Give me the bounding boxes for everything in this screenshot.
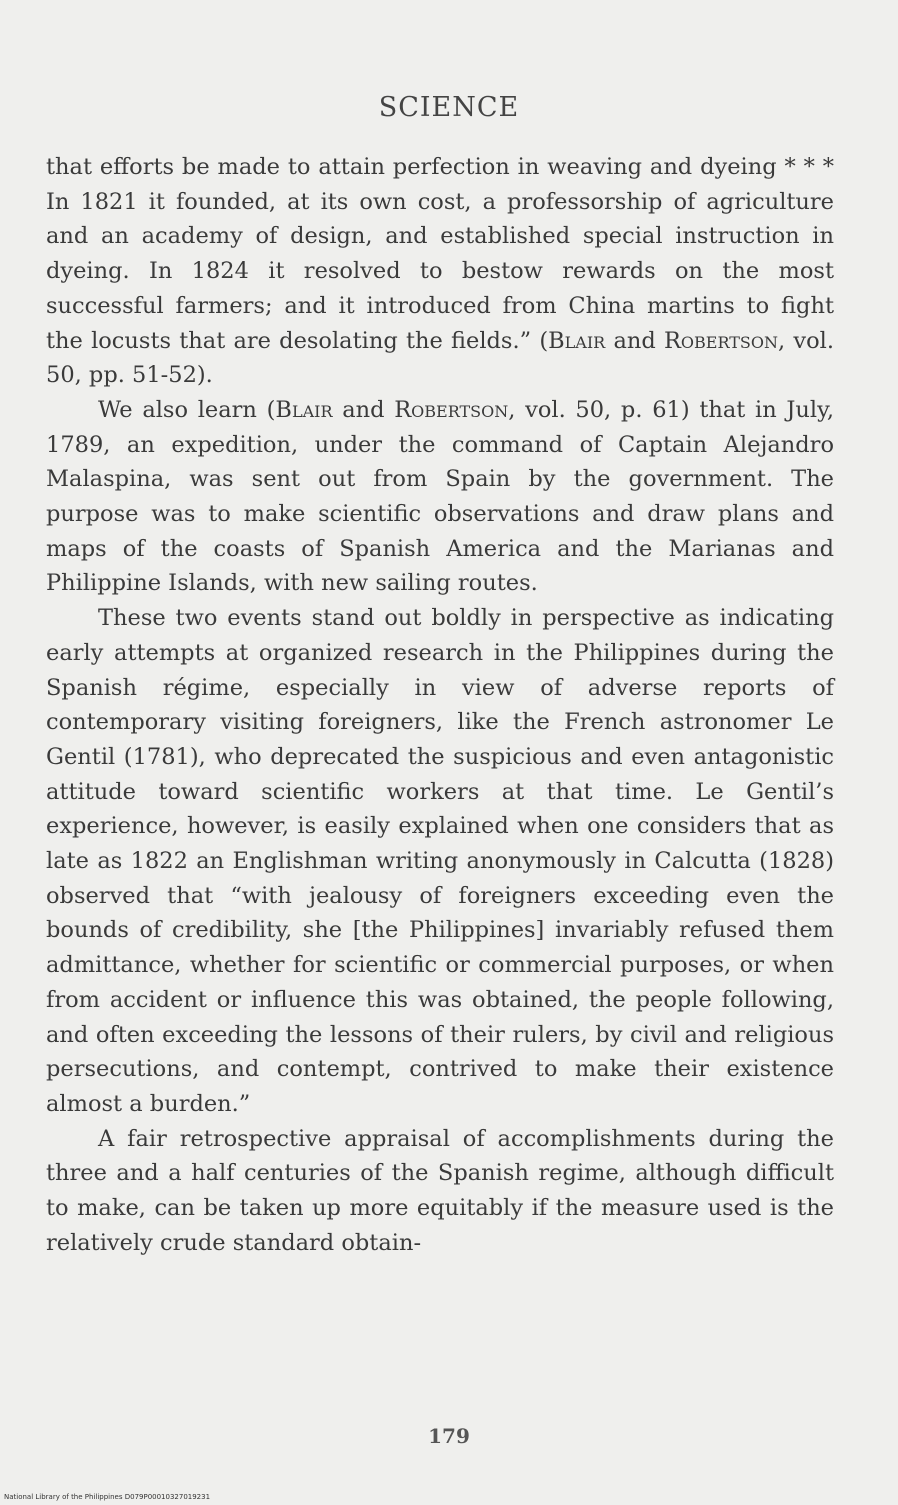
author-name-blair: Blair xyxy=(548,327,606,354)
paragraph-2-text-a: We also learn ( xyxy=(98,396,276,423)
paragraph-1-text-a: that efforts be made to attain perfection in weaving and dyeing * * * In 1821 it founded, at its own cost, a professorship of agriculture and an academy of design, and established special instruction in dyeing. In 1824 it resolved to bestow rewards on the most successful farmers; and it introduced from China martins to fight the locusts that are desolating the fields.” ( xyxy=(46,154,834,354)
author-name-robertson: Robertson xyxy=(663,327,778,354)
running-head: SCIENCE xyxy=(378,92,520,123)
author-name-blair: Blair xyxy=(275,396,333,423)
page-number: 179 xyxy=(428,1424,470,1448)
paragraph-1-text-b: and xyxy=(605,327,664,354)
paragraph-1-text-c: , vol. 50, pp. 51-52). xyxy=(46,327,834,389)
paragraph-1 xyxy=(46,150,834,393)
body-text xyxy=(46,150,834,1261)
paragraph-4: A fair retrospective appraisal of accomplishments during the three and a half centuries of the Spanish regime, although difficult to make, can be taken up more equitably if the measure used is the relatively crude standard obtain- xyxy=(46,1125,834,1256)
author-name-robertson: Robertson xyxy=(394,396,509,423)
paragraph-2-text-b: and xyxy=(332,396,395,423)
paragraph-2-text-c: , vol. 50, p. 61) that in July, 1789, an expedition, under the command of Captain Alejandro Malaspina, was sent out from Spain by the government. The purpose was to make scientific observations and draw plans and maps of the coasts of Spanish America and the Marianas and Philippine Islands, with new sailing routes. xyxy=(46,396,834,597)
paragraph-2 xyxy=(46,393,834,601)
paragraph-3: These two events stand out boldly in perspective as indicating early attempts at organized research in the Philippines during the Spanish régime, especially in view of adverse reports of contemporary visiting foreigners, like the French astronomer Le Gentil (1781), who deprecated the suspicious and even antagonistic attitude toward scientific workers at that time. Le Gentil’s experience, however, is easily explained when one considers that as late as 1822 an Englishman writing anonymously in Calcutta (1828) observed that “with jealousy of foreigners exceeding even the bounds of credibility, she [the Philippines] invariably refused them admittance, whether for scientific or commercial purposes, or when from accident or influence this was obtained, the people following, and often exceeding the lessons of their rulers, by civil and religious persecutions, and contempt, contrived to make their existence almost a burden.” xyxy=(46,605,834,1117)
library-stamp: National Library of the Philippines D079P00010327019231 xyxy=(4,1493,211,1501)
